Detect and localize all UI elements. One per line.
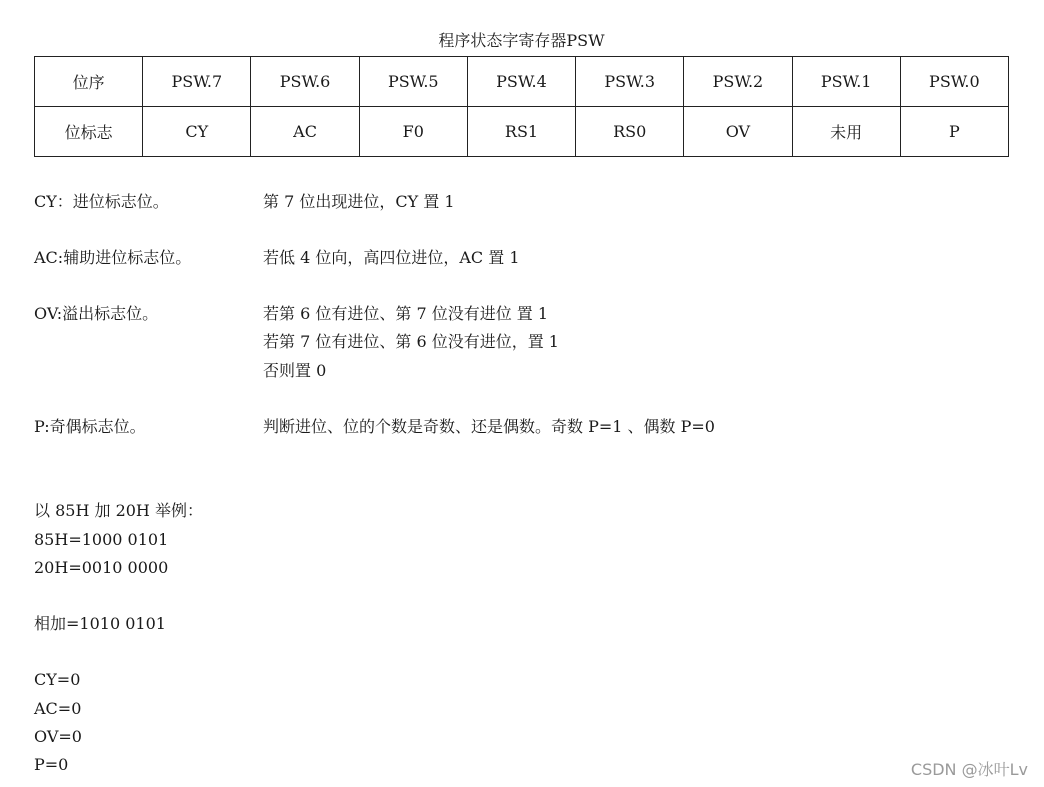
ov-description-line: 否则置 0 [263,361,327,380]
table-cell-flag: P [900,107,1008,157]
example-line: 85H=1000 0101 [34,530,169,549]
cy-term: CY：进位标志位。 [34,192,169,211]
table-cell-flag: CY [143,107,251,157]
ac-description: 若低 4 位向，高四位进位，AC 置 1 [263,248,520,267]
table-cell-flag: OV [684,107,792,157]
table-cell-bit: PSW.2 [684,57,792,107]
ac-term: AC:辅助进位标志位。 [34,248,192,267]
example-result: CY=0 [34,670,81,689]
table-cell-flag: RS0 [576,107,684,157]
table-cell-flag: AC [251,107,359,157]
table-cell-flag: RS1 [467,107,575,157]
table-cell-flag: 未用 [792,107,900,157]
table-cell-bit: PSW.7 [143,57,251,107]
table-header-cell: 位序 [35,57,143,107]
watermark: CSDN @冰叶Lv [910,760,1028,779]
ov-term: OV:溢出标志位。 [34,304,159,323]
example-result: AC=0 [34,699,82,718]
table-cell-bit: PSW.0 [900,57,1008,107]
table-cell-bit: PSW.4 [467,57,575,107]
ov-description-line: 若第 6 位有进位、第 7 位没有进位 置 1 [263,304,549,323]
table-cell-bit: PSW.6 [251,57,359,107]
table-cell-bit: PSW.1 [792,57,900,107]
page-title: 程序状态字寄存器PSW [438,31,605,50]
example-intro: 以 85H 加 20H 举例： [34,501,203,520]
table-header-cell: 位标志 [35,107,143,157]
p-description: 判断进位、位的个数是奇数、还是偶数。奇数 P=1 、偶数 P=0 [263,417,715,436]
table-cell-flag: F0 [359,107,467,157]
p-term: P:奇偶标志位。 [34,417,146,436]
table-row [35,107,1009,157]
example-result: OV=0 [34,727,82,746]
example-line: 20H=0010 0000 [34,558,169,577]
example-result: P=0 [34,755,69,774]
table-cell-bit: PSW.5 [359,57,467,107]
example-sum: 相加=1010 0101 [34,614,166,633]
ov-description-line: 若第 7 位有进位、第 6 位没有进位，置 1 [263,332,559,351]
cy-description: 第 7 位出现进位，CY 置 1 [263,192,455,211]
table-cell-bit: PSW.3 [576,57,684,107]
psw-table [34,56,1009,157]
table-row [35,57,1009,107]
